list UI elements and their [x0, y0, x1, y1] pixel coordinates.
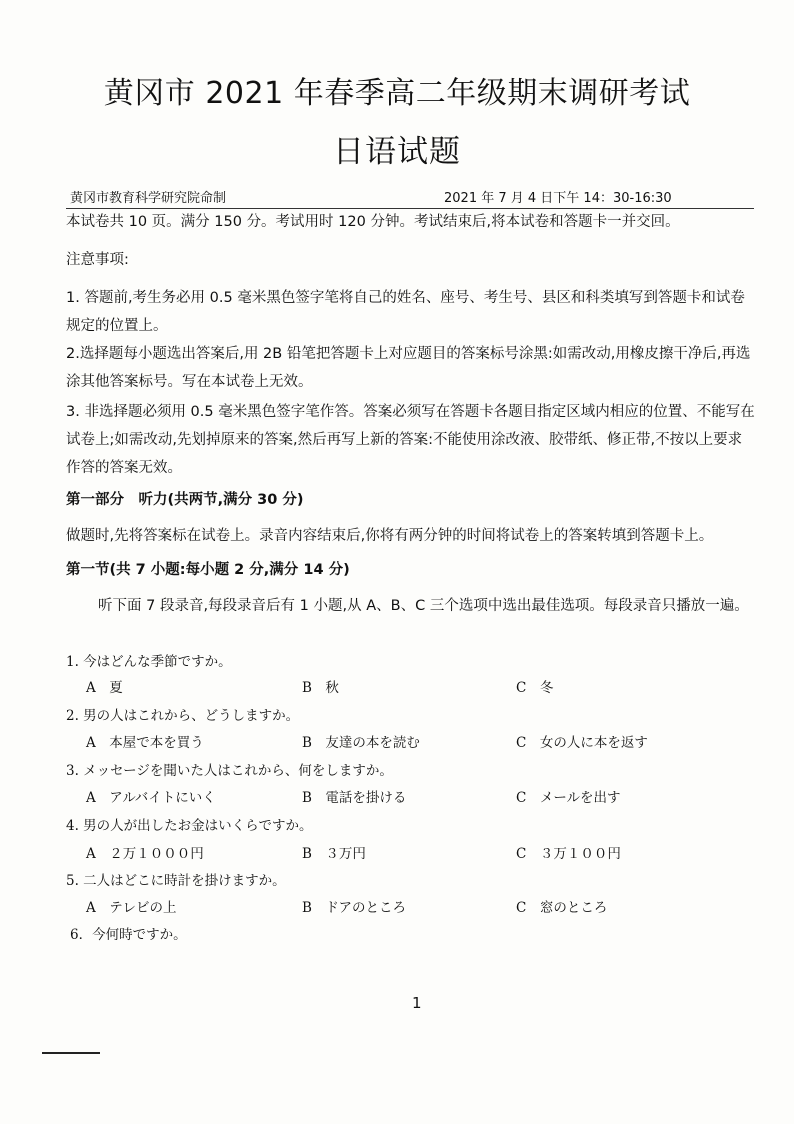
option-1a: A 夏	[86, 680, 123, 696]
question-2: 2. 男の人はこれから、どうしますか。	[66, 708, 300, 724]
intro-text: 本试卷共 10 页。满分 150 分。考试用时 120 分钟。考试结束后,将本试卷和答题卡一并交回。	[66, 214, 680, 230]
question-4: 4. 男の人が出したお金はいくらですか。	[66, 818, 313, 834]
section1-instruction: 听下面 7 段录音,每段录音后有 1 小题,从 A、B、C 三个选项中选出最佳选项。每段录音只播放一遍。	[98, 598, 749, 614]
note-2: 2.选择题每小题选出答案后,用 2B 铅笔把答题卡上对应题目的答案标号涂黑:如需改动,用橡皮擦干净后,再选涂其他答案标号。写在本试卷上无效。	[66, 346, 751, 390]
section1-heading: 第一节(共 7 小题:每小题 2 分,满分 14 分)	[66, 562, 350, 578]
option-2a: A 本屋で本を買う	[86, 735, 204, 751]
option-1c: C 冬	[516, 680, 554, 696]
option-2c: C 女の人に本を返す	[516, 735, 648, 751]
option-3b: B 電話を掛ける	[302, 790, 407, 806]
note-1: 1. 答题前,考生务必用 0.5 毫米黑色签字笔将自己的姓名、座号、考生号、县区和科类填写到答题卡和试卷规定的位置上。	[66, 290, 745, 334]
exam-subtitle: 日语试题	[333, 134, 461, 170]
option-4b: B ３万円	[302, 846, 366, 862]
issuer-text: 黄冈市教育科学研究院命制	[70, 191, 227, 206]
option-5a: A テレビの上	[86, 900, 177, 916]
part1-instruction: 做题时,先将答案标在试卷上。录音内容结束后,你将有两分钟的时间将试卷上的答案转填到答题卡上。	[66, 528, 714, 544]
question-3: 3. メッセージを聞いた人はこれから、何をしますか。	[66, 763, 393, 779]
option-1b: B 秋	[302, 680, 339, 696]
page-number: 1	[412, 994, 422, 1012]
option-2b: B 友達の本を読む	[302, 735, 420, 751]
note-3: 3. 非选择题必须用 0.5 毫米黑色签字笔作答。答案必须写在答题卡各题目指定区域内相应的位置、不能写在试卷上;如需改动,先划掉原来的答案,然后再写上新的答案:不能使用涂改液、胶带纸、修正带,不按以上要求作答的答案无效。	[66, 404, 755, 476]
option-3c: C メールを出す	[516, 790, 621, 806]
option-5c: C 窓のところ	[516, 900, 608, 916]
option-4a: A ２万１０００円	[86, 846, 204, 862]
footer-dash	[42, 1052, 100, 1054]
question-1: 1. 今はどんな季節ですか。	[66, 654, 232, 670]
part1-heading: 第一部分 听力(共两节,满分 30 分)	[66, 492, 304, 508]
option-4c: C ３万１００円	[516, 846, 621, 862]
exam-title: 黄冈市 2021 年春季高二年级期末调研考试	[103, 76, 691, 111]
option-3a: A アルバイトにいく	[86, 790, 216, 806]
exam-datetime: 2021 年 7 月 4 日下午 14：30-16:30	[444, 191, 672, 206]
notes-heading: 注意事项:	[66, 252, 129, 268]
question-5: 5. 二人はどこに時計を掛けますか。	[66, 873, 286, 889]
question-6: 6．今何時ですか。	[70, 927, 187, 943]
option-5b: B ドアのところ	[302, 900, 407, 916]
